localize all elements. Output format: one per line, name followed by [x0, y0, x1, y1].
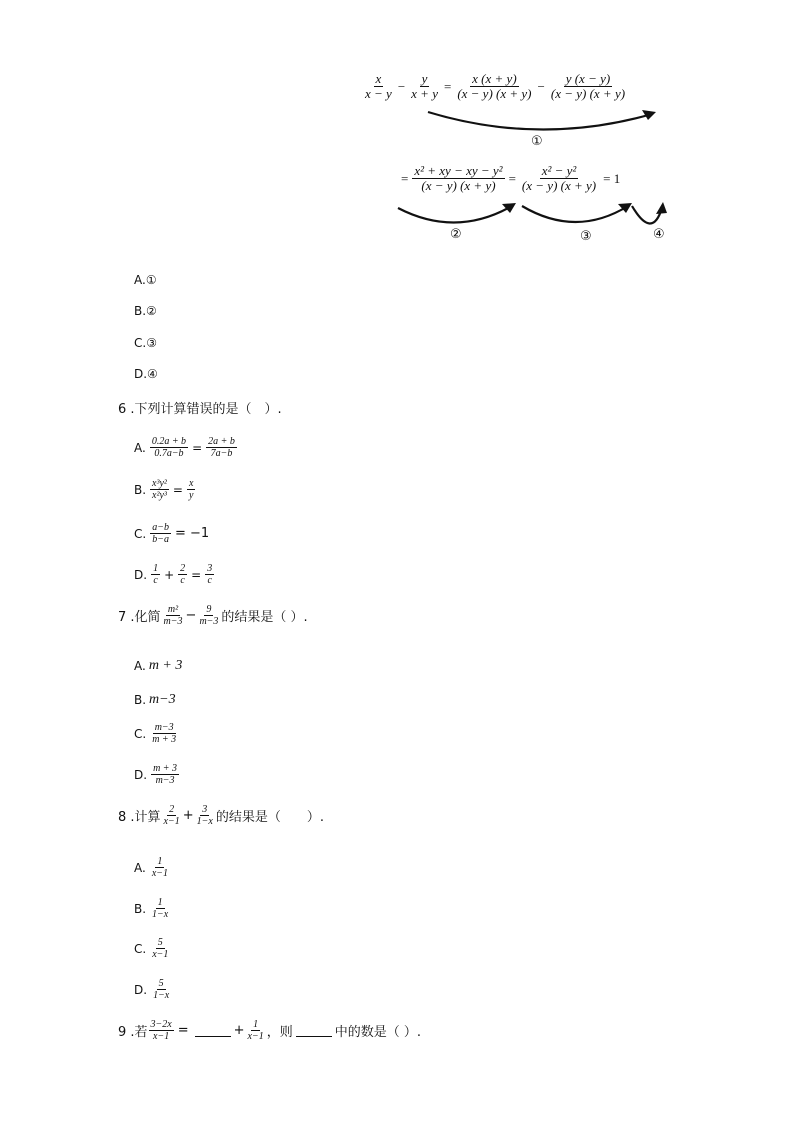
derivation-line-1 [362, 72, 628, 102]
answer-blank[interactable] [195, 1024, 231, 1037]
q6-option-c[interactable]: C. $\frac{a-b}{b-a}$ = −1 [134, 522, 210, 545]
fraction: $\frac{3}{1-x}$ [196, 804, 213, 827]
fraction-y-over-x-plus-y: $\frac{y}{x + y}$ [411, 71, 438, 102]
q8-option-d[interactable]: D. $\frac{5}{1-x}$ [134, 978, 170, 1001]
fraction: $\frac{m + 3}{m-3}$ [153, 763, 178, 786]
fraction-combined: $\frac{\text{x² + xy − xy − y²}}{(x - y) (x + y)}$ [414, 163, 503, 194]
q8-option-a[interactable]: A. $\frac{1}{x-1}$ [134, 856, 168, 879]
question-8-stem: 8 .计算 $\frac{2}{x-1}$ + $\frac{3}{1-x}$ 的结果是（ ）. [118, 804, 324, 827]
q5-option-c[interactable]: C.③ [134, 336, 157, 350]
q6-option-b[interactable]: B. $\frac{\text{x³y²}}{\text{x²y³}}$ = $\frac{x}{y}$ [134, 478, 194, 501]
answer-blank-reference [296, 1024, 332, 1037]
fraction: $\frac{x}{y}$ [188, 478, 194, 501]
fraction: $\frac{\text{m²}}{m-3}$ [163, 604, 183, 627]
result-value: = 1 [603, 170, 621, 186]
step-1-label: ① [531, 134, 543, 149]
fraction: $\frac{a-b}{b-a}$ [152, 522, 169, 545]
fraction-x-over-x-minus-y: $\frac{x}{x - y}$ [365, 71, 392, 102]
q8-option-b[interactable]: B. $\frac{1}{1-x}$ [134, 897, 169, 920]
fraction-expanded-1: $\frac{x (x + y)}{(x - y) (x + y)}$ [457, 71, 532, 102]
fraction: $\frac{0.2a + b}{0.7a-b}$ [151, 436, 187, 459]
q5-option-a[interactable]: A.① [134, 273, 157, 287]
minus-sign: − [397, 78, 406, 94]
fraction: $\frac{1}{c}$ [153, 563, 159, 586]
q6-option-d[interactable]: D. $\frac{1}{c}$ + $\frac{2}{c}$ = $\frac{3}{c}$ [134, 563, 213, 586]
fraction: $\frac{1}{x-1}$ [247, 1019, 264, 1042]
q8-option-c[interactable]: C. $\frac{5}{x-1}$ [134, 937, 169, 960]
q5-option-b[interactable]: B.② [134, 304, 157, 318]
fraction-expanded-2: $\frac{y (x - y)}{(x - y) (x + y)}$ [550, 71, 626, 102]
equals-sign: = [443, 78, 452, 94]
step-4-label: ④ [653, 227, 665, 242]
minus-sign: − [537, 78, 545, 94]
fraction: $\frac{1}{1-x}$ [152, 897, 169, 920]
fraction: $\frac{9}{m-3}$ [199, 604, 219, 627]
q7-option-d[interactable]: D. $\frac{m + 3}{m-3}$ [134, 763, 178, 786]
fraction: $\frac{2}{x-1}$ [163, 804, 180, 827]
fraction: $\frac{3}{c}$ [207, 563, 213, 586]
q7-option-a[interactable]: A. m + 3 [134, 658, 183, 673]
fraction: $\frac{\text{x³y²}}{\text{x²y³}}$ [152, 478, 167, 501]
fraction: $\frac{2a + b}{7a-b}$ [208, 436, 235, 459]
equals-sign: = [508, 170, 516, 186]
steps-2-4-arrows [396, 198, 676, 232]
step-1-arrow [420, 106, 670, 140]
step-3-label: ③ [580, 229, 592, 244]
fraction: $\frac{5}{x-1}$ [152, 937, 169, 960]
question-6-stem: 6 .下列计算错误的是（ ）. [118, 402, 282, 417]
q6-option-a[interactable]: A. $\frac{0.2a + b}{0.7a-b}$ = $\frac{2a + b}{7a-b}$ [134, 436, 235, 459]
question-9-stem: 9 .若 $\frac{3-2x}{x-1}$ = + $\frac{1}{x-1}$ ，则 中的数是（ ）. [118, 1019, 422, 1042]
fraction: $\frac{m-3}{m + 3}$ [152, 722, 177, 745]
derivation-line-2 [398, 164, 620, 194]
q7-option-b[interactable]: B. m−3 [134, 692, 176, 707]
fraction: $\frac{1}{x-1}$ [151, 856, 168, 879]
fraction: $\frac{3-2x}{x-1}$ [150, 1019, 172, 1042]
question-7-stem: 7 .化简 $\frac{\text{m²}}{m-3}$ − $\frac{9}{m-3}$ 的结果是（ ）. [118, 604, 308, 627]
q7-option-c[interactable]: C. $\frac{m-3}{m + 3}$ [134, 722, 177, 745]
equals-sign: = [401, 170, 409, 186]
step-2-label: ② [450, 227, 462, 242]
q5-option-d[interactable]: D.④ [134, 367, 158, 381]
fraction: $\frac{2}{c}$ [180, 563, 186, 586]
fraction-simplified: $\frac{\text{x² − y²}}{(x - y) (x + y)}$ [521, 163, 597, 194]
fraction: $\frac{5}{1-x}$ [153, 978, 170, 1001]
